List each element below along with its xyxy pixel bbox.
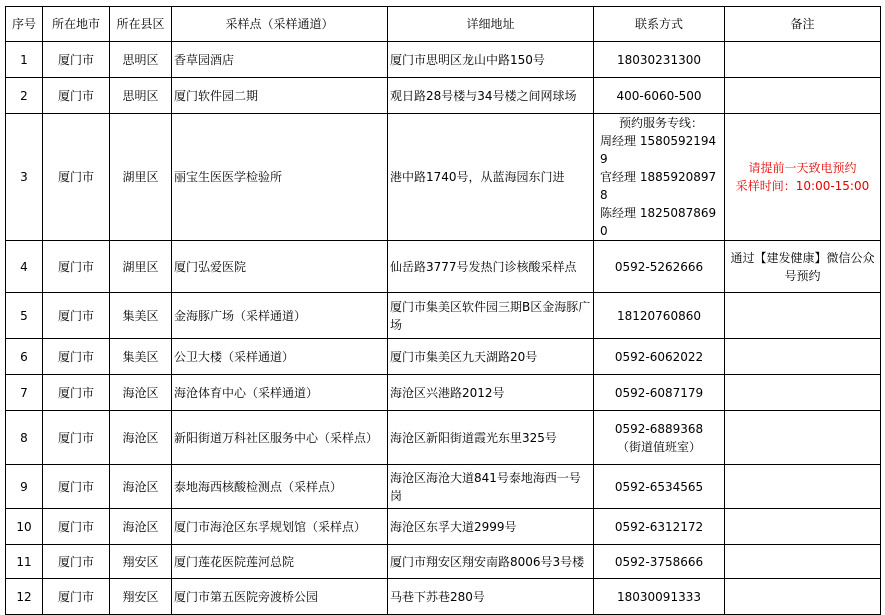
cell-site: 厦门弘爱医院 [172, 241, 388, 293]
cell-district: 翔安区 [110, 545, 172, 579]
cell-city: 厦门市 [43, 293, 110, 339]
cell-district: 海沧区 [110, 375, 172, 411]
cell-no: 3 [6, 114, 43, 241]
cell-address: 厦门市集美区九天湖路20号 [388, 339, 594, 375]
contact-line: 官经理 18859208978 [600, 170, 717, 202]
cell-address: 海沧区海沧大道841号泰地海西一号岗 [388, 465, 594, 509]
cell-city: 厦门市 [43, 114, 110, 241]
cell-site: 海沧体育中心（采样通道） [172, 375, 388, 411]
table-row [6, 465, 881, 509]
cell-district: 海沧区 [110, 465, 172, 509]
cell-address: 海沧区东孚大道2999号 [388, 509, 594, 545]
cell-contact: 0592-6087179 [594, 375, 725, 411]
cell-note [725, 465, 881, 509]
cell-site: 厦门莲花医院莲河总院 [172, 545, 388, 579]
table-row [6, 293, 881, 339]
note-line: 采样时间：10:00-15:00 [735, 179, 870, 193]
cell-district: 湖里区 [110, 114, 172, 241]
cell-note [725, 509, 881, 545]
table-row [6, 509, 881, 545]
cell-site: 厦门软件园二期 [172, 78, 388, 114]
cell-site: 公卫大楼（采样通道） [172, 339, 388, 375]
cell-district: 海沧区 [110, 509, 172, 545]
cell-address: 观日路28号楼与34号楼之间网球场 [388, 78, 594, 114]
cell-city: 厦门市 [43, 241, 110, 293]
cell-no: 2 [6, 78, 43, 114]
header-row [6, 7, 881, 42]
cell-site: 香草园酒店 [172, 42, 388, 78]
cell-address: 仙岳路3777号发热门诊核酸采样点 [388, 241, 594, 293]
cell-contact: 18030231300 [594, 42, 725, 78]
cell-contact: 0592-6534565 [594, 465, 725, 509]
cell-no: 5 [6, 293, 43, 339]
table-row [6, 339, 881, 375]
cell-contact [594, 114, 725, 241]
cell-district: 集美区 [110, 339, 172, 375]
header-address: 详细地址 [388, 7, 594, 42]
cell-district: 翔安区 [110, 579, 172, 615]
contact-line: 周经理 15805921949 [600, 134, 717, 166]
contact-line: （街道值班室） [616, 439, 701, 454]
cell-no: 6 [6, 339, 43, 375]
cell-no: 4 [6, 241, 43, 293]
cell-note [725, 293, 881, 339]
cell-note: 通过【建发健康】微信公众号预约 [725, 241, 881, 293]
header-city: 所在地市 [43, 7, 110, 42]
cell-note [725, 411, 881, 465]
cell-district: 海沧区 [110, 411, 172, 465]
cell-no: 1 [6, 42, 43, 78]
header-contact: 联系方式 [594, 7, 725, 42]
cell-city: 厦门市 [43, 339, 110, 375]
cell-district: 湖里区 [110, 241, 172, 293]
header-no: 序号 [6, 7, 43, 42]
header-site: 采样点（采样通道） [172, 7, 388, 42]
cell-address: 海沧区新阳街道霞光东里325号 [388, 411, 594, 465]
cell-address: 厦门市翔安区翔安南路8006号3号楼 [388, 545, 594, 579]
cell-site: 泰地海西核酸检测点（采样点） [172, 465, 388, 509]
table-row [6, 411, 881, 465]
cell-site: 金海豚广场（采样通道） [172, 293, 388, 339]
cell-address: 马巷下苏巷280号 [388, 579, 594, 615]
header-district: 所在县区 [110, 7, 172, 42]
cell-contact: 18120760860 [594, 293, 725, 339]
cell-site: 厦门市第五医院旁渡桥公园 [172, 579, 388, 615]
cell-contact: 0592-6062022 [594, 339, 725, 375]
cell-city: 厦门市 [43, 579, 110, 615]
cell-address: 海沧区兴港路2012号 [388, 375, 594, 411]
cell-city: 厦门市 [43, 545, 110, 579]
sampling-sites-table [5, 6, 881, 615]
cell-no: 11 [6, 545, 43, 579]
table-row [6, 78, 881, 114]
contact-hotline-label: 预约服务专线： [618, 116, 703, 130]
table-row [6, 375, 881, 411]
cell-note [725, 545, 881, 579]
table-row [6, 114, 881, 241]
cell-note [725, 579, 881, 615]
cell-no: 12 [6, 579, 43, 615]
cell-city: 厦门市 [43, 42, 110, 78]
cell-note [725, 114, 881, 241]
cell-address: 厦门市集美区软件园三期B区金海豚广场 [388, 293, 594, 339]
cell-site: 新阳街道万科社区服务中心（采样点） [172, 411, 388, 465]
cell-site: 厦门市海沧区东孚规划馆（采样点） [172, 509, 388, 545]
cell-no: 9 [6, 465, 43, 509]
contact-line: 0592-6889368 [614, 421, 704, 436]
cell-no: 7 [6, 375, 43, 411]
table-row [6, 42, 881, 78]
cell-contact: 0592-3758666 [594, 545, 725, 579]
header-note: 备注 [725, 7, 881, 42]
cell-city: 厦门市 [43, 509, 110, 545]
cell-city: 厦门市 [43, 78, 110, 114]
cell-no: 8 [6, 411, 43, 465]
cell-district: 思明区 [110, 42, 172, 78]
cell-address: 厦门市思明区龙山中路150号 [388, 42, 594, 78]
cell-district: 集美区 [110, 293, 172, 339]
table-row [6, 545, 881, 579]
cell-contact: 400-6060-500 [594, 78, 725, 114]
cell-contact: 0592-6312172 [594, 509, 725, 545]
contact-line: 陈经理 18250878690 [600, 206, 717, 238]
cell-site: 丽宝生医医学检验所 [172, 114, 388, 241]
note-line: 请提前一天致电预约 [748, 161, 857, 175]
cell-no: 10 [6, 509, 43, 545]
cell-contact: 0592-5262666 [594, 241, 725, 293]
table-row [6, 579, 881, 615]
cell-note [725, 339, 881, 375]
cell-city: 厦门市 [43, 465, 110, 509]
cell-note [725, 375, 881, 411]
cell-note [725, 78, 881, 114]
cell-note [725, 42, 881, 78]
cell-city: 厦门市 [43, 375, 110, 411]
table-row [6, 241, 881, 293]
cell-city: 厦门市 [43, 411, 110, 465]
cell-contact [594, 411, 725, 465]
cell-district: 思明区 [110, 78, 172, 114]
cell-address: 港中路1740号，从蓝海园东门进 [388, 114, 594, 241]
cell-contact: 18030091333 [594, 579, 725, 615]
